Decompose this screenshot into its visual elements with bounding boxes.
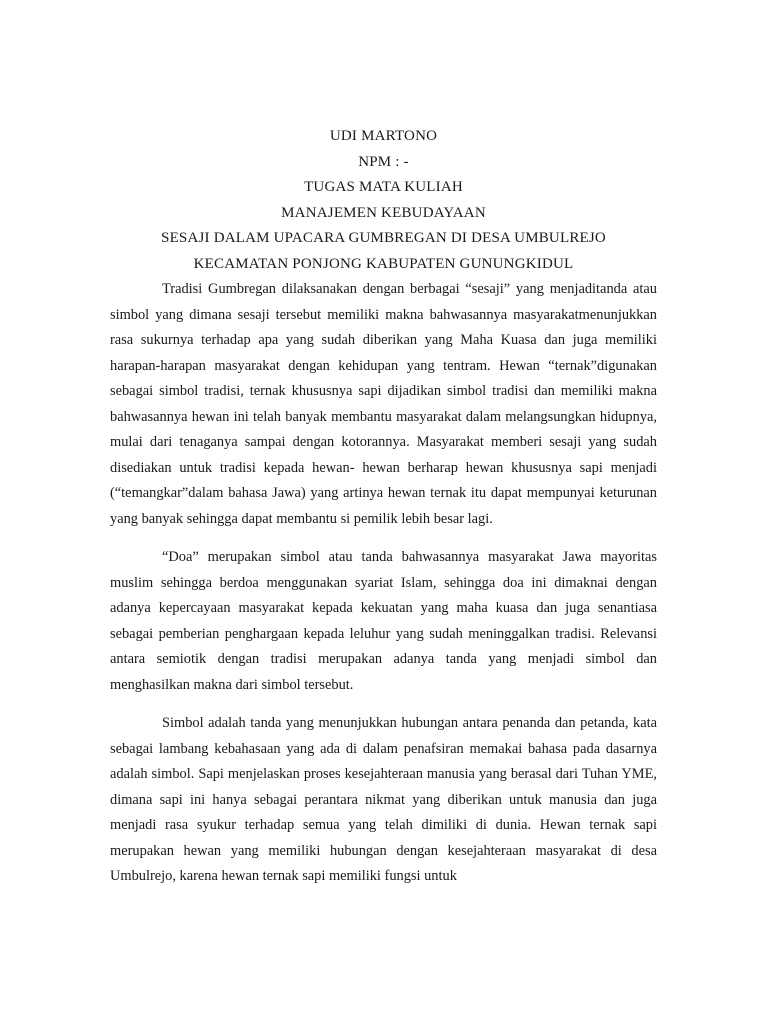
paragraph: Simbol adalah tanda yang menunjukkan hubungan antara penanda dan petanda, kata sebagai lambang kebahasaan yang ada di dalam penafsiran memakai bahasa pada dasarnya adalah simbol. Sapi menjelaskan proses kesejahteraan manusia yang berasal dari Tuhan YME, dimana sapi ini hanya sebagai perantara nikmat yang diberikan untuk manusia dan juga menjadi rasa syukur terhadap semua yang telah dimiliki di dunia. Hewan ternak sapi merupakan hewan yang memiliki hubungan dengan kesejahteraan masyarakat di desa Umbulrejo, karena hewan ternak sapi memiliki fungsi untuk xyxy=(110,715,657,884)
document-header xyxy=(110,124,657,277)
assignment-label: TUGAS MATA KULIAH xyxy=(304,179,463,195)
document-body xyxy=(110,277,657,890)
author-name: UDI MARTONO xyxy=(329,128,438,144)
document-page xyxy=(110,124,657,890)
student-id: NPM : - xyxy=(358,153,409,170)
paragraph: “Doa” merupakan simbol atau tanda bahwasannya masyarakat Jawa mayoritas muslim sehingga berdoa menggunakan syariat Islam, sehingga doa ini dimaknai dengan adanya kepercayaan masyarakat kepada kekuatan yang maha kuasa dan juga senantiasa sebagai pemberian penghargaan kepada leluhur yang sudah meninggalkan tradisi. Relevansi antara semiotik dengan tradisi merupakan adanya tanda yang menjadi simbol dan menghasilkan makna dari simbol tersebut. xyxy=(110,549,657,693)
document-subtitle: KECAMATAN PONJONG KABUPATEN GUNUNGKIDUL xyxy=(193,255,574,272)
course-name: MANAJEMEN KEBUDAYAAN xyxy=(281,204,486,221)
paragraph: Tradisi Gumbregan dilaksanakan dengan berbagai “sesaji” yang menjaditanda atau simbol yang dimana sesaji tersebut memiliki makna bahwasannya masyarakatmenunjukkan rasa sukurnya terhadap apa yang sudah diberikan yang Maha Kuasa dan juga memiliki harapan-harapan masyarakat dengan kehidupan yang tentram. Hewan “ternak”digunakan sebagai simbol tradisi, ternak khususnya sapi dijadikan simbol tradisi dan memiliki makna bahwasannya hewan ini telah banyak membantu masyarakat dalam melangsungkan hidupnya, mulai dari tenaganya sampai dengan kotorannya. Masyarakat memberi sesaji yang sudah disediakan untuk tradisi kepada hewan- hewan berharap hewan khususnya sapi menjadi (“temangkar”dalam bahasa Jawa) yang artinya hewan ternak itu dapat mempunyai keturunan yang banyak sehingga dapat membantu si pemilik lebih besar lagi. xyxy=(110,281,657,527)
document-title: SESAJI DALAM UPACARA GUMBREGAN DI DESA UMBULREJO xyxy=(161,230,606,246)
